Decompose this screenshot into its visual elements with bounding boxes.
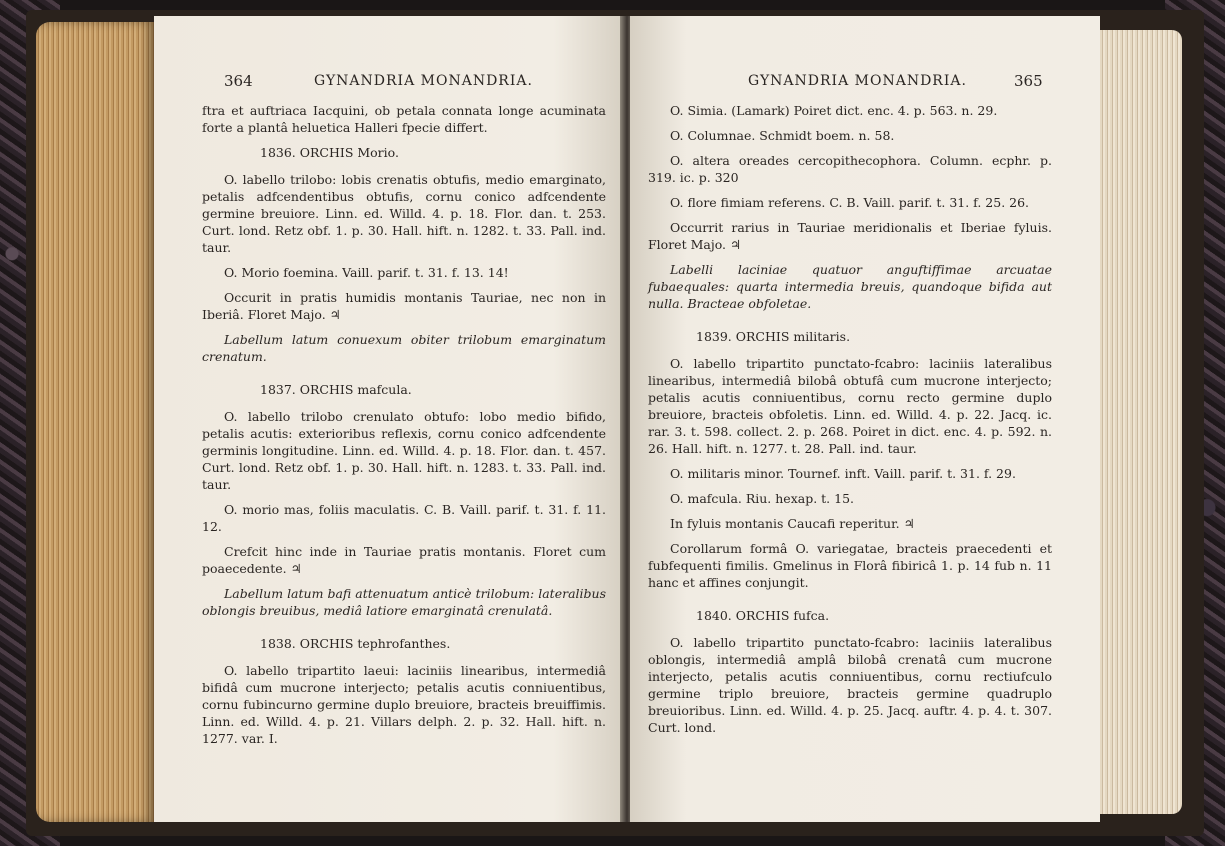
paragraph: Corollarum formâ O. variegatae, bracteis praecedenti et fubfequenti fimilis. Gmelinus in Florâ fibiricâ 1. p. 14 fub n. 11 hanc et affines conjungit. [648, 541, 1052, 590]
paragraph: Labellum latum bafi attenuatum anticè trilobum: lateralibus oblongis breuibus, mediâ latiore emarginatâ crenulatâ. [202, 586, 606, 618]
paragraph: O. labello trilobo: lobis crenatis obtufis, medio emarginato, petalis adfcendentibus obtufis, cornu conico adfcendente germine breuiore. Linn. ed. Willd. 4. p. 18. Flor. dan. t. 253. Curt. lond. Retz obf. 1. p. 30. Hall. hift. n. 1282. t. 33. Pall. ind. taur. [202, 172, 606, 255]
right-page [630, 16, 1100, 822]
page-number: 364 [224, 72, 253, 90]
paragraph: O. Columnae. Schmidt boem. n. 58. [670, 128, 895, 143]
paragraph: In fyluis montanis Caucafi reperitur. ♃ [670, 516, 915, 531]
species-heading: 1836. ORCHIS Morio. [260, 145, 399, 160]
species-heading: 1840. ORCHIS fufca. [696, 608, 830, 623]
paragraph: Occurit in pratis humidis montanis Tauriae, nec non in Iberiâ. Floret Majo. ♃ [202, 290, 606, 322]
paragraph: O. Simia. (Lamark) Poiret dict. enc. 4. p. 563. n. 29. [670, 103, 998, 118]
species-heading: 1839. ORCHIS militaris. [696, 329, 851, 344]
paragraph: O. Morio foemina. Vaill. parif. t. 31. f. 13. 14! [224, 265, 509, 280]
paragraph: O. labello tripartito punctato-fcabro: laciniis lateralibus linearibus, intermediâ bilobâ obtufâ cum mucrone interjecto; petalis acutis conniuentibus, cornu recto germine duplo breuiore, bracteis obfoletis. Linn. ed. Willd. 4. p. 22. Jacq. ic. rar. 3. t. 598. collect. 2. p. 268. Poiret in dict. enc. 4. p. 592. n. 26. Hall. hift. n. 1277. t. 28. Pall. ind. taur. [648, 356, 1052, 456]
paragraph: O. labello tripartito laeui: laciniis linearibus, intermediâ bifidâ cum mucrone interjecto; petalis acutis conniuentibus, cornu fubincurno germine duplo breuiore, bracteis breuiffimis. Linn. ed. Willd. 4. p. 21. Villars delph. 2. p. 32. Hall. hift. n. 1277. var. I. [202, 663, 606, 746]
page-body [202, 102, 606, 755]
paragraph: O. mafcula. Riu. hexap. t. 15. [670, 491, 854, 506]
page-number: 365 [1014, 72, 1043, 90]
page-edges-right [1100, 30, 1182, 814]
paragraph: Labellum latum conuexum obiter trilobum emarginatum crenatum. [202, 332, 606, 364]
running-head: GYNANDRIA MONANDRIA. [314, 73, 533, 89]
left-page [154, 16, 624, 822]
paragraph: Labelli laciniae quatuor anguftiffimae arcuatae fubaequales: quarta intermedia breuis, quandoque bifida aut nulla. Bracteae obfoletae. [648, 262, 1052, 311]
page-edges-left [36, 22, 154, 822]
paragraph: O. altera oreades cercopithecophora. Column. ecphr. p. 319. ic. p. 320 [648, 153, 1052, 185]
paragraph: O. labello trilobo crenulato obtufo: lobo medio bifido, petalis acutis: exterioribus reflexis, cornu conico adfcendente germinis longitudine. Linn. ed. Willd. 4. p. 18. Flor. dan. t. 457. Curt. lond. Retz obf. 1. p. 30. Hall. hift. n. 1283. t. 33. Pall. ind. taur. [202, 409, 606, 492]
paragraph: ftra et auftriaca Iacquini, ob petala connata longe acuminata forte a plantâ heluetica Halleri fpecie differt. [202, 103, 606, 135]
species-heading: 1838. ORCHIS tephrofanthes. [260, 636, 451, 651]
paragraph: O. morio mas, foliis maculatis. C. B. Vaill. parif. t. 31. f. 11. 12. [202, 502, 606, 534]
running-head: GYNANDRIA MONANDRIA. [748, 73, 967, 89]
paragraph: Occurrit rarius in Tauriae meridionalis et Iberiae fyluis. Floret Majo. ♃ [648, 220, 1052, 252]
paragraph: O. flore fimiam referens. C. B. Vaill. parif. t. 31. f. 25. 26. [670, 195, 1030, 210]
species-heading: 1837. ORCHIS mafcula. [260, 382, 412, 397]
paragraph: Crefcit hinc inde in Tauriae pratis montanis. Floret cum poaecedente. ♃ [202, 544, 606, 576]
paragraph: O. militaris minor. Tournef. inft. Vaill. parif. t. 31. f. 29. [670, 466, 1016, 481]
page-body [648, 102, 1052, 744]
paragraph: O. labello tripartito punctato-fcabro: laciniis lateralibus oblongis, intermediâ amplâ bilobâ crenatâ cum mucrone interjecto, petalis acutis conniuentibus, cornu rectiufculo germine triplo breuiore, bracteis germine quadruplo breuioribus. Linn. ed. Willd. 4. p. 25. Jacq. auftr. 4. p. 4. t. 307. Curt. lond. [648, 635, 1052, 735]
